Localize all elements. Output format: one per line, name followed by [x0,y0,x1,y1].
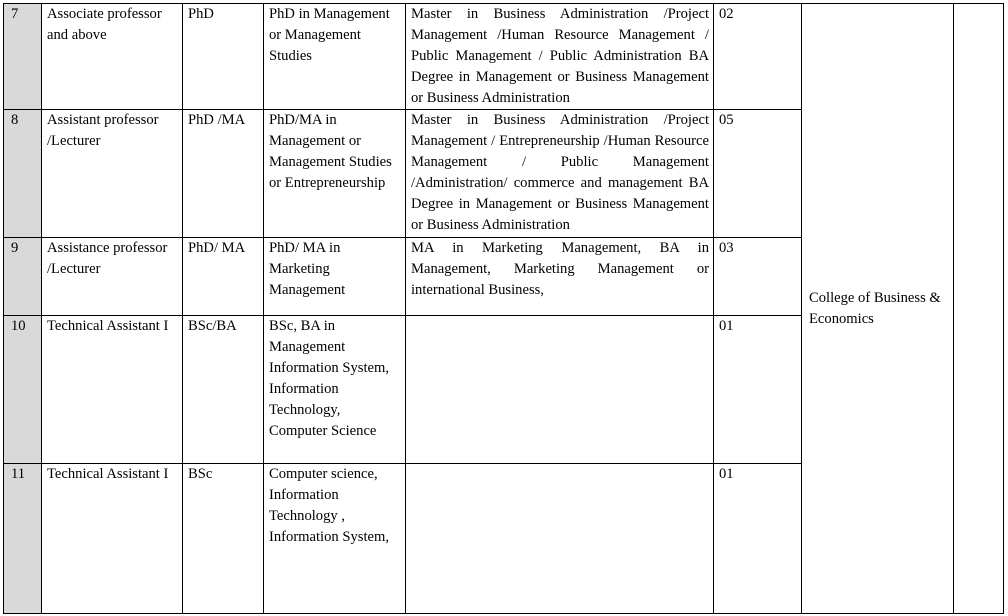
qualification-detail: PhD/MA in Management or Management Studies or Entrepreneurship [264,110,406,238]
position-title: Assistance professor /Lecturer [42,238,183,316]
position-title: Technical Assistant I [42,316,183,464]
field-of-study: Master in Business Administration /Project Management /Human Resource Management / Public Management / Public Administration BA Degree in Management or Business Management or Business Administration [406,4,714,110]
remarks-cell [954,4,1004,614]
qualification-detail: Computer science, Information Technology , Information System, [264,464,406,614]
qualification-level: BSc [183,464,264,614]
table-row [4,4,1004,110]
required-count: 05 [714,110,802,238]
row-number: 7 [4,4,42,110]
required-count: 01 [714,316,802,464]
row-number: 8 [4,110,42,238]
field-of-study: MA in Marketing Management, BA in Management, Marketing Management or international Business, [406,238,714,316]
staff-requirements-table [3,3,1004,614]
required-count: 02 [714,4,802,110]
field-of-study [406,464,714,614]
row-number: 11 [4,464,42,614]
qualification-detail: BSc, BA in Management Information System, Information Technology, Computer Science [264,316,406,464]
required-count: 01 [714,464,802,614]
qualification-level: PhD /MA [183,110,264,238]
row-number: 9 [4,238,42,316]
row-number: 10 [4,316,42,464]
qualification-level: BSc/BA [183,316,264,464]
qualification-level: PhD [183,4,264,110]
qualification-level: PhD/ MA [183,238,264,316]
field-of-study: Master in Business Administration /Project Management / Entrepreneurship /Human Resource Management / Public Management /Administration/ commerce and management BA Degree in Management or Business Management or Business Administration [406,110,714,238]
required-count: 03 [714,238,802,316]
position-title: Technical Assistant I [42,464,183,614]
position-title: Associate professor and above [42,4,183,110]
qualification-detail: PhD/ MA in Marketing Management [264,238,406,316]
department-cell: College of Business & Economics [802,4,954,614]
field-of-study [406,316,714,464]
position-title: Assistant professor /Lecturer [42,110,183,238]
qualification-detail: PhD in Management or Management Studies [264,4,406,110]
